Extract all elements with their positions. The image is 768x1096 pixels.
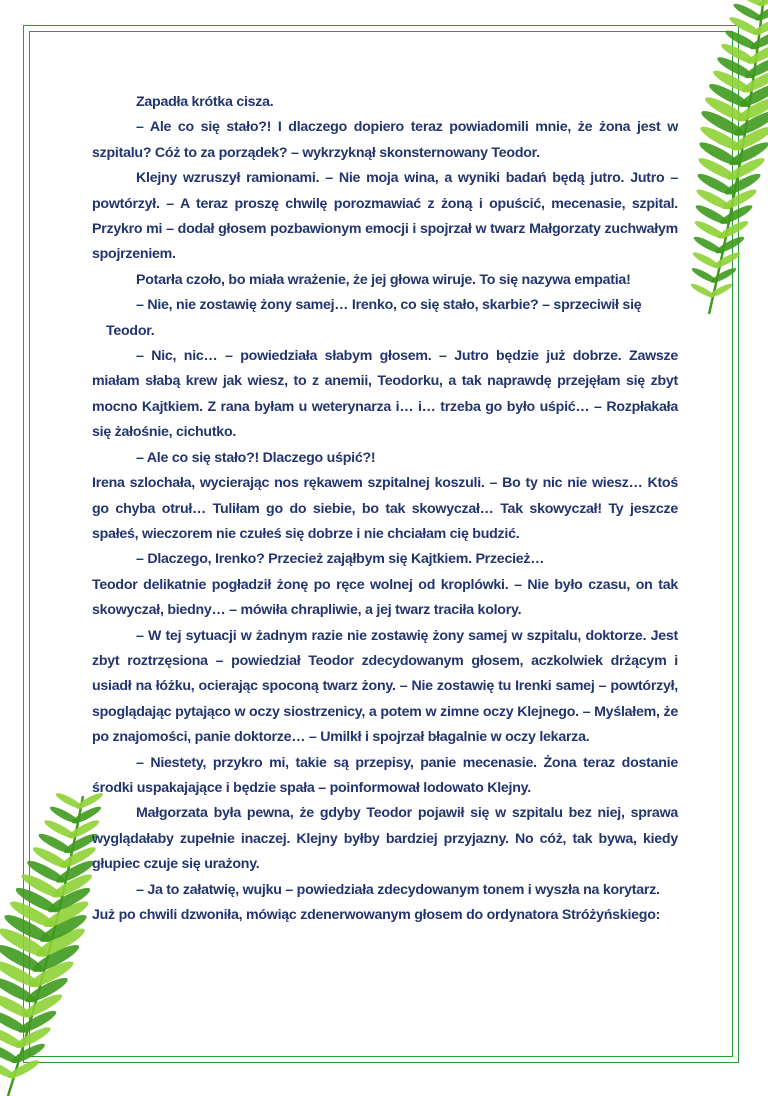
paragraph: – Nic, nic… – powiedziała słabym głosem. – Jutro będzie już dobrze. Zawsze miałam słabą krew jak wiesz, to z anemii, Teodorku, a tak naprawdę przejęłam się zbyt mocno Kajtkiem. Z rana byłam u weterynarza i… i… trzeba go było uśpić… – Rozpłakała się żałośnie, cichutko. [92,348,678,441]
paragraph: – Niestety, przykro mi, takie są przepisy, panie mecenasie. Żona teraz dostanie środki uspakajające i będzie spała – poinformował lodowato Klejny. [92,754,678,796]
paragraph: Teodor delikatnie pogładził żonę po ręce wolnej od kroplówki. – Nie było czasu, on tak skowyczał, biedny… – mówiła chrapliwie, a jej twarz traciła kolory. [92,576,678,619]
paragraph: – W tej sytuacji w żadnym razie nie zostawię żony samej w szpitalu, doktorze. Jest zbyt roztrzęsiona – powiedział Teodor zdecydowanym głosem, aczkolwiek drżącym i usiadł na łóżku, ocierając spoconą twarz żony. – Nie zostawię tu Irenki samej – powtórzył, spoglądając pytająco w oczy siostrzenicy, a potem w zimne oczy Klejnego. – Myślałem, że po znajomości, panie doktorze… – Umilkł i spojrzał błagalnie w oczy lekarza. [92,627,678,746]
paragraph: Małgorzata była pewna, że gdyby Teodor pojawił się w szpitalu bez niej, sprawa wyglądałaby zupełnie inaczej. Klejny byłby bardziej przyjazny. No cóż, tak bywa, kiedy głupiec czuje się urażony. [92,805,678,873]
paragraph: Potarła czoło, bo miała wrażenie, że jej głowa wiruje. To się nazywa empatia! [136,271,631,288]
paragraph: Już po chwili dzwoniła, mówiąc zdenerwowanym głosem do ordynatora Stróżyńskiego: [92,907,661,923]
paragraph: Teodor. [106,322,155,339]
paragraph: – Dlaczego, Irenko? Przecież zająłbym się Kajtkiem. Przecież… [136,551,545,568]
paragraph: Irena szlochała, wycierając nos rękawem szpitalnej koszuli. – Bo ty nic nie wiesz… Ktoś go chyba otruł… Tuliłam go do siebie, bo tak skowyczał… Tak skowyczał! Ty jeszcze spałeś, wieczorem nie czułeś się dobrze i nie chciałam cię budzić. [92,475,678,542]
paragraph: – Ale co się stało?! I dlaczego dopiero teraz powiadomili mnie, że żona jest w szpitalu? Cóż to za porządek? – wykrzyknął skonsternowany Teodor. [92,119,678,161]
paragraph: – Ale co się stało?! Dlaczego uśpić?! [136,449,376,466]
paragraph: – Nie, nie zostawię żony samej… Irenko, co się stało, skarbie? – sprzeciwił się [136,297,642,314]
document-body [92,90,678,928]
paragraph: Klejny wzruszył ramionami. – Nie moja wina, a wyniki badań będą jutro. Jutro – powtórzył. – A teraz proszę chwilę porozmawiać z żoną i opuścić, mecenasie, szpital. Przykro mi – dodał głosem pozbawionym emocji i spojrzał w twarz Małgorzaty zuchwałym spojrzeniem. [92,170,678,263]
paragraph: Zapadła krótka cisza. [136,94,274,110]
paragraph: – Ja to załatwię, wujku – powiedziała zdecydowanym tonem i wyszła na korytarz. [136,881,660,898]
